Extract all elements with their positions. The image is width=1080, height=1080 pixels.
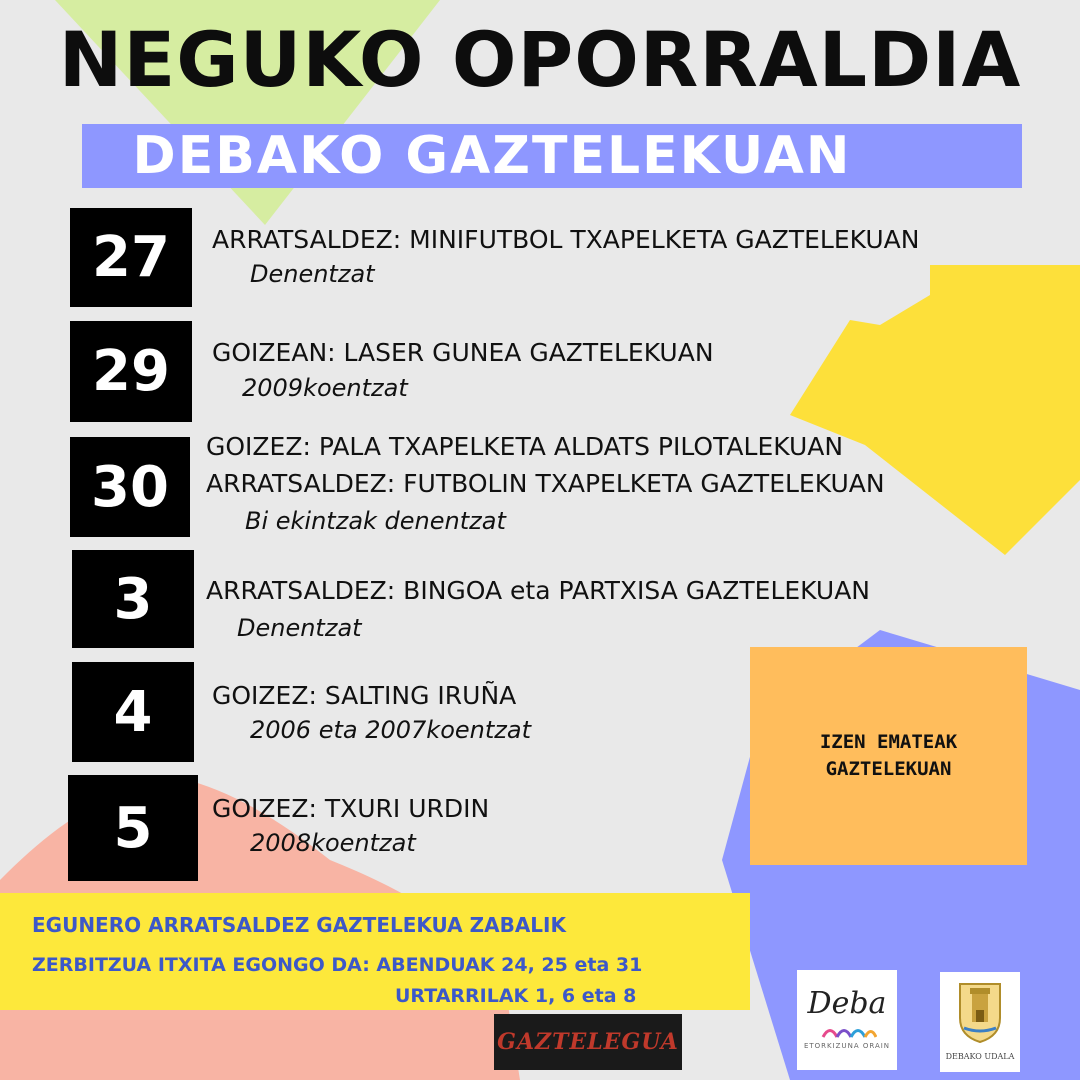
activity-line: ARRATSALDEZ: MINIFUTBOL TXAPELKETA GAZTELEKUAN <box>212 225 920 254</box>
footer-line-3: URTARRILAK 1, 6 eta 8 <box>395 985 637 1007</box>
activity-line: GOIZEZ: PALA TXAPELKETA ALDATS PILOTALEKUAN <box>206 432 844 461</box>
deba-logo <box>797 970 897 1070</box>
deba-logo-name: Deba <box>807 986 887 1021</box>
registration-line-2: GAZTELEKUAN <box>825 758 952 780</box>
day-box-4: 4 <box>72 662 194 762</box>
day-box-30: 30 <box>70 437 190 537</box>
gaztelekua-logo: GAZTELEGUA <box>494 1014 682 1070</box>
activity-audience: 2009koentzat <box>242 374 408 402</box>
footer-line-2: ZERBITZUA ITXITA EGONGO DA: ABENDUAK 24, 25 eta 31 <box>32 954 643 976</box>
activity-audience: Denentzat <box>250 260 375 288</box>
footer-band <box>0 893 750 1010</box>
footer-line-1: EGUNERO ARRATSALDEZ GAZTELEKUA ZABALIK <box>32 913 566 937</box>
activity-audience: Denentzat <box>237 614 362 642</box>
page-title: NEGUKO OPORRALDIA <box>58 15 1022 104</box>
activity-line: GOIZEAN: LASER GUNEA GAZTELEKUAN <box>212 338 714 367</box>
activity-line: GOIZEZ: SALTING IRUÑA <box>212 681 517 710</box>
page-subtitle: DEBAKO GAZTELEKUAN <box>132 126 852 186</box>
debako-udala-logo <box>940 972 1020 1072</box>
coat-of-arms-icon <box>954 978 1006 1044</box>
activity-line: GOIZEZ: TXURI URDIN <box>212 794 490 823</box>
day-box-3: 3 <box>72 550 194 648</box>
day-box-27: 27 <box>70 208 192 307</box>
day-box-29: 29 <box>70 321 192 422</box>
activity-audience: Bi ekintzak denentzat <box>245 507 506 535</box>
deba-rainbow-icon <box>821 1022 877 1038</box>
udala-label: DEBAKO UDALA <box>945 1052 1015 1061</box>
day-box-5: 5 <box>68 775 198 881</box>
activity-line: ARRATSALDEZ: BINGOA eta PARTXISA GAZTELEKUAN <box>206 576 871 605</box>
activity-line: ARRATSALDEZ: FUTBOLIN TXAPELKETA GAZTELEKUAN <box>206 469 885 498</box>
activity-audience: 2006 eta 2007koentzat <box>250 716 531 744</box>
yellow-zigzag-shape <box>790 265 1080 555</box>
activity-audience: 2008koentzat <box>250 829 416 857</box>
registration-box <box>750 647 1027 865</box>
registration-line-1: IZEN EMATEAK <box>819 731 958 754</box>
deba-logo-tagline: ETORKIZUNA ORAIN <box>803 1042 891 1050</box>
